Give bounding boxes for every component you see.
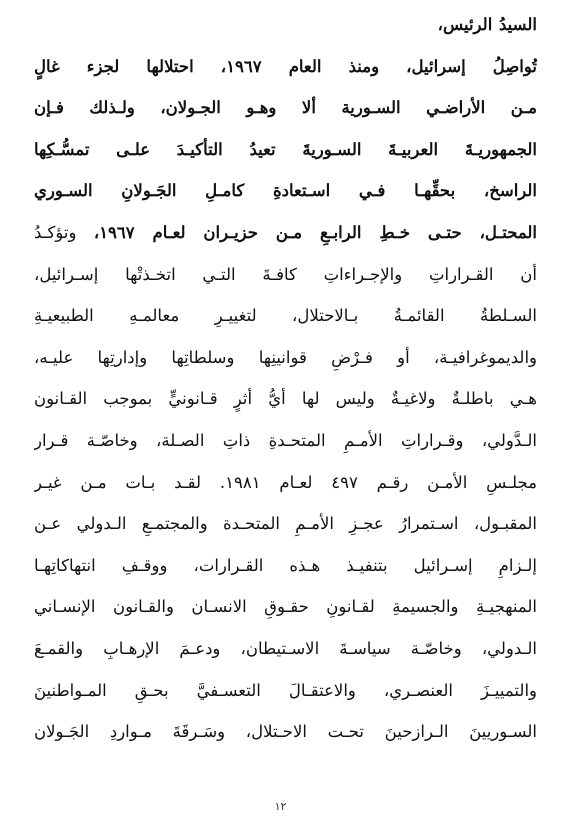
text-line: مجلـسِ الأمـن رقـم ٤٩٧ لعـام ١٩٨١. لقـد بـات مـن غيـر <box>34 472 537 492</box>
text-line: المقبـول، اسـتمرارُ عجـزِ الأمـمِ المتحـدة والمجتمـعِ الـدولي عـن <box>34 514 537 534</box>
bold-segment: المحتـل، حتـى خـطِ الرابـعِ مـن حزيـران لعـام ١٩٦٧، <box>93 222 537 242</box>
salutation: السيدُ الرئيس، <box>437 15 537 34</box>
page-number: ١٢ <box>274 800 287 813</box>
text-line: مـن الأراضـي السـورية ألا وهـو الجـولان، ولـذلك فـإن <box>34 98 537 118</box>
text-line: تُواصِلُ إسرائيل، ومنذ العام ١٩٦٧، احتلالها لجزء غالٍ <box>34 56 537 76</box>
text-line: الراسخ، بحقِّهـا فـي اسـتعادةِ كامـلِ الجَـولانِ السـوري <box>34 181 537 201</box>
text-line: الـدولي، وخاصّـة سياسـةَ الاسـتيطان، ودعـمَ الإرهـابِ والقمـعَ <box>34 638 537 658</box>
text-line: هـي باطلـةٌ ولاغيـةٌ وليس لها أيُّ أثرٍ قـانونيٍّ بموجب القـانون <box>34 389 537 409</box>
text-line: أن القـراراتِ والإجـراءاتِ كافـةَ التـي اتخـذتْها إسـرائيل، <box>34 264 537 284</box>
text-line: والتمييـزَ العنصـري، والاعتقـالَ التعسـفيَّ بحـقِ المـواطنينَ <box>34 680 537 700</box>
text-line: الـدَّولي، وقـراراتِ الأمـمِ المتحـدةِ ذاتِ الصـلة، وخاصّـة قـرار <box>34 430 537 450</box>
regular-segment: وتؤكـدُ <box>34 222 94 242</box>
text-line-mixed <box>34 212 537 254</box>
text-line: السـلطةُ القائمـةُ بـالاحتلال، لتغييـرِ معالمـهِ الطبيعيـةِ <box>34 306 537 326</box>
text-line: المنهجيـةِ والجسيمةِ لقـانونِ حقـوقِ الانسـان والقـانون الإنسـاني <box>34 597 537 617</box>
text-line: إلـزامِ إسـرائيل بتنفيـذ هـذه القـرارات، ووقـفِ انتهاكاتِهـا <box>34 555 537 575</box>
text-line: السـوريينَ الـرازحينَ تحـت الاحـتلال، وسَـرقَةَ مـواردِ الجَـولان <box>34 722 537 742</box>
text-line: والديموغرافيـة، أو فـرْضِ قوانينِها وسلطاتِها وإدارتِها عليـه، <box>34 347 537 367</box>
body-text <box>34 4 537 753</box>
text-line: الجمهوريـةَ العربيـةَ السـوريةَ تعيدُ التأكيـدَ علـى تمسُّـكِها <box>34 139 537 159</box>
